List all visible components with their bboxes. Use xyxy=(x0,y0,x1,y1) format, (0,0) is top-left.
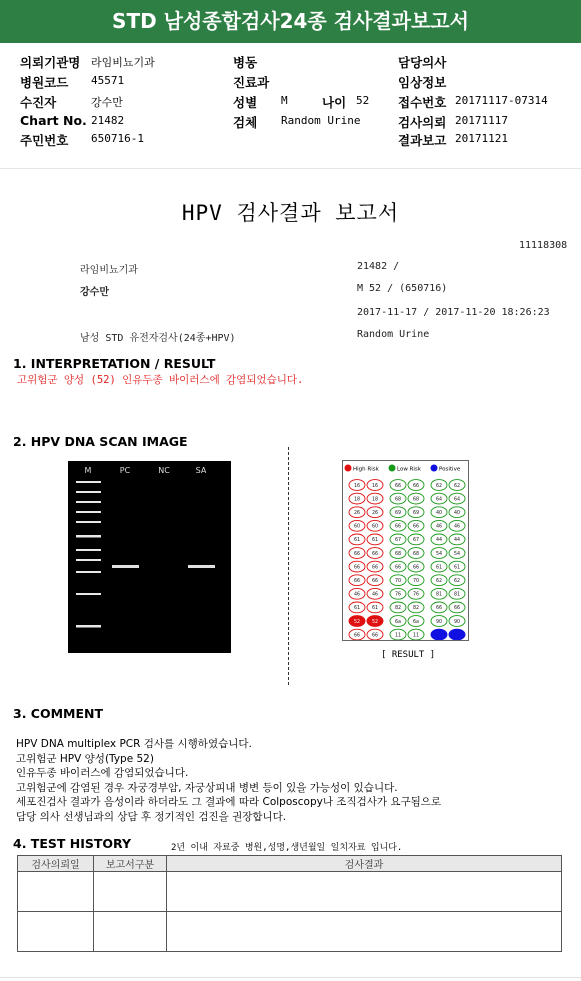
scan-cell-label: 54 xyxy=(435,551,443,557)
scan-result-label: [ RESULT ] xyxy=(381,650,436,660)
label-requesting-org: 의뢰기관명 xyxy=(20,55,81,70)
table-header-row xyxy=(18,856,562,872)
label-patient: 수진자 xyxy=(20,95,57,110)
scan-cell-label: 61 xyxy=(371,606,379,612)
label-sex: 성별 xyxy=(233,95,258,110)
scan-cell-label: 64 xyxy=(435,497,443,503)
scan-cell-label: 68 xyxy=(412,551,420,557)
comment-line: 인유두종 바이러스에 감염되었습니다. xyxy=(16,767,189,779)
scan-cell-label: 67 xyxy=(394,538,402,544)
scan-cell xyxy=(431,629,447,640)
label-hospital-code: 병원코드 xyxy=(20,75,69,90)
gel-svg xyxy=(68,461,231,653)
history-note: 2년 이내 자료중 병원,성명,생년월일 일치자료 입니다. xyxy=(171,843,403,853)
scan-cell-label: 62 xyxy=(453,579,461,584)
scan-cell-label: 18 xyxy=(353,497,361,503)
scan-cell-label: 46 xyxy=(371,592,379,598)
scan-cell-label: 66 xyxy=(353,565,361,571)
scan-cell-label: 18 xyxy=(371,497,379,503)
scan-cell-label: 81 xyxy=(453,592,461,598)
gel-band-pc xyxy=(112,565,139,568)
scan-cell-label: 66 xyxy=(353,579,361,584)
scan-cells xyxy=(349,480,465,640)
scan-cell-label: 26 xyxy=(353,511,361,516)
report-specimen: Random Urine xyxy=(357,329,430,340)
scan-cell-label: 26 xyxy=(371,511,379,516)
patient-info xyxy=(0,50,581,150)
header-report-type: 보고서구분 xyxy=(94,856,167,872)
gel-marker-ladder xyxy=(76,481,101,628)
scan-cell-label: 66 xyxy=(412,524,420,530)
scan-cell-label: 46 xyxy=(435,524,443,530)
comment-line: 고위험군에 감염된 경우 자궁경부암, 자궁상피내 병변 등이 있을 가능성이 있습니다. xyxy=(16,781,398,794)
hpv-scan-result-grid xyxy=(342,460,469,641)
scan-cell-label: 61 xyxy=(371,538,379,544)
label-chart-no: Chart No. xyxy=(20,113,87,128)
value-sex: M xyxy=(281,94,288,107)
scan-cell-label: 6a xyxy=(413,619,419,625)
report-code: 11118308 xyxy=(519,240,568,251)
scan-cell-label: 70 xyxy=(412,579,420,584)
scan-cell-label: 81 xyxy=(435,592,443,598)
gel-electrophoresis-image xyxy=(68,461,231,653)
label-ward: 병동 xyxy=(233,55,258,70)
scan-cell-label: 66 xyxy=(412,565,420,571)
scan-cell-label: 68 xyxy=(394,497,402,503)
value-requesting-org: 라임비뇨기과 xyxy=(91,56,155,69)
value-chart-no: 21482 xyxy=(91,114,125,127)
scan-cell-label: 66 xyxy=(353,633,361,639)
legend-low-risk-label: Low Risk xyxy=(397,466,421,473)
label-specimen: 검체 xyxy=(233,115,258,130)
value-receipt-no: 20171117-07314 xyxy=(455,94,548,107)
scan-cell-label: 67 xyxy=(412,538,420,544)
interpretation-result: 고위험군 양성 (52) 인유두종 바이러스에 감염되었습니다. xyxy=(17,374,304,386)
gel-lane-label-m: M xyxy=(84,466,92,475)
value-hospital-code: 45571 xyxy=(91,74,125,87)
divider xyxy=(0,168,581,169)
scan-cell xyxy=(449,629,465,640)
scan-cell-label: 61 xyxy=(453,565,461,571)
scan-cell-label: 46 xyxy=(353,592,361,598)
scan-cell-label: 76 xyxy=(412,592,420,598)
scan-cell-label: 64 xyxy=(453,497,461,503)
scan-cell-label: 46 xyxy=(453,524,461,530)
scan-cell-label: 52 xyxy=(353,619,361,625)
scan-cell-label: 66 xyxy=(371,565,379,571)
comment-line: HPV DNA multiplex PCR 검사를 시행하였습니다. xyxy=(16,738,252,750)
scan-cell-label: 60 xyxy=(353,524,361,530)
scan-cell-label: 11 xyxy=(412,633,420,639)
scan-cell-label: 40 xyxy=(435,511,443,516)
scan-cell-label: 66 xyxy=(353,551,361,557)
header-result: 검사결과 xyxy=(167,856,562,872)
scan-cell-label: 61 xyxy=(353,538,361,544)
scan-cell-label: 69 xyxy=(394,511,402,516)
report-header-title: STD 남성종합검사24종 검사결과보고서 xyxy=(0,0,581,43)
gel-lane-label-sa: SA xyxy=(195,466,207,475)
value-patient: 강수만 xyxy=(91,96,123,109)
report-clinic: 라임비뇨기과 xyxy=(80,265,138,276)
legend-high-risk-dot xyxy=(345,465,352,472)
scan-cell-label: 44 xyxy=(435,538,443,544)
label-age: 나이 xyxy=(322,95,347,110)
scan-cell-label: 61 xyxy=(353,606,361,612)
scan-cell-label: 61 xyxy=(435,565,443,571)
scan-cell-label: 66 xyxy=(394,524,402,530)
scan-cell-label: 66 xyxy=(394,483,402,489)
label-resident-no: 주민번호 xyxy=(20,133,69,148)
report-patient: 강수만 xyxy=(80,287,109,298)
legend-high-risk-label: High Risk xyxy=(353,466,379,473)
scan-cell-label: 54 xyxy=(453,551,461,557)
value-specimen: Random Urine xyxy=(281,114,361,127)
section-interpretation-heading: 1. INTERPRETATION / RESULT xyxy=(13,356,216,371)
label-report-date: 결과보고 xyxy=(398,133,447,148)
scan-cell-label: 66 xyxy=(394,565,402,571)
gel-lane-label-pc: PC xyxy=(119,466,131,475)
hpv-scan-svg xyxy=(343,461,468,640)
section-comment-heading: 3. COMMENT xyxy=(13,706,104,721)
scan-cell-label: 76 xyxy=(394,592,402,598)
report-dates: 2017-11-17 / 2017-11-20 18:26:23 xyxy=(357,307,550,318)
report-sex-age: M 52 / (650716) xyxy=(357,283,448,294)
value-report-date: 20171121 xyxy=(455,132,508,145)
table-row xyxy=(18,912,562,952)
comment-line: 담당 의사 선생님과의 상담 후 정기적인 검진을 권장합니다. xyxy=(16,810,287,823)
scan-cell-label: 44 xyxy=(453,538,461,544)
label-department: 진료과 xyxy=(233,75,270,90)
scan-cell-label: 11 xyxy=(394,633,402,639)
label-receipt-no: 접수번호 xyxy=(398,95,447,110)
scan-cell-label: 69 xyxy=(412,511,420,516)
legend-positive-label: Positive xyxy=(439,466,461,473)
scan-cell-label: 16 xyxy=(371,483,379,489)
value-resident-no: 650716-1 xyxy=(91,132,144,145)
scan-cell-label: 68 xyxy=(412,497,420,503)
scan-cell-label: 62 xyxy=(453,483,461,489)
scan-cell-label: 68 xyxy=(394,551,402,557)
scan-cell-label: 90 xyxy=(453,619,461,625)
scan-cell-label: 66 xyxy=(453,606,461,612)
label-doctor: 담당의사 xyxy=(398,55,447,70)
scan-cell-label: 52 xyxy=(371,619,379,625)
report-title: HPV 검사결과 보고서 xyxy=(181,201,400,225)
header-request-date: 검사의뢰일 xyxy=(18,856,94,872)
comment-block xyxy=(16,737,441,824)
scan-cell-label: 60 xyxy=(371,524,379,530)
table-row xyxy=(18,872,562,912)
scan-cell-label: 82 xyxy=(412,606,420,612)
legend-positive-dot xyxy=(431,465,438,472)
scan-cell-label: 62 xyxy=(435,483,443,489)
scan-cell-label: 6a xyxy=(395,619,401,625)
report-chart-line: 21482 / xyxy=(357,261,400,272)
gel-band-sa xyxy=(188,565,215,568)
scan-cell-label: 66 xyxy=(371,551,379,557)
label-request-date: 검사의뢰 xyxy=(398,115,447,130)
scan-cell-label: 40 xyxy=(453,511,461,516)
label-clinical-info: 임상정보 xyxy=(398,75,447,90)
scan-cell-label: 16 xyxy=(353,483,361,489)
page-bottom-divider xyxy=(0,977,581,978)
scan-cell-label: 70 xyxy=(394,579,402,584)
scan-divider xyxy=(288,447,289,685)
report-test-name: 남성 STD 유전자검사(24종+HPV) xyxy=(80,333,236,344)
value-request-date: 20171117 xyxy=(455,114,508,127)
comment-line: 고위험군 HPV 양성(Type 52) xyxy=(16,752,154,765)
section-scan-image-heading: 2. HPV DNA SCAN IMAGE xyxy=(13,434,188,449)
value-age: 52 xyxy=(356,94,370,107)
scan-cell-label: 66 xyxy=(371,579,379,584)
comment-line: 세포진검사 결과가 음성이라 하더라도 그 결과에 따라 Colposcopy나 조직검사가 요구됨으로 xyxy=(16,796,442,808)
scan-cell-label: 90 xyxy=(435,619,443,625)
scan-cell-label: 66 xyxy=(412,483,420,489)
section-test-history-heading: 4. TEST HISTORY xyxy=(13,836,132,851)
scan-cell-label: 62 xyxy=(435,579,443,584)
scan-cell-label: 66 xyxy=(435,606,443,612)
legend-low-risk-dot xyxy=(389,465,396,472)
gel-lane-label-nc: NC xyxy=(158,466,170,475)
test-history-table xyxy=(17,855,562,952)
scan-cell-label: 82 xyxy=(394,606,402,612)
scan-cell-label: 66 xyxy=(371,633,379,639)
